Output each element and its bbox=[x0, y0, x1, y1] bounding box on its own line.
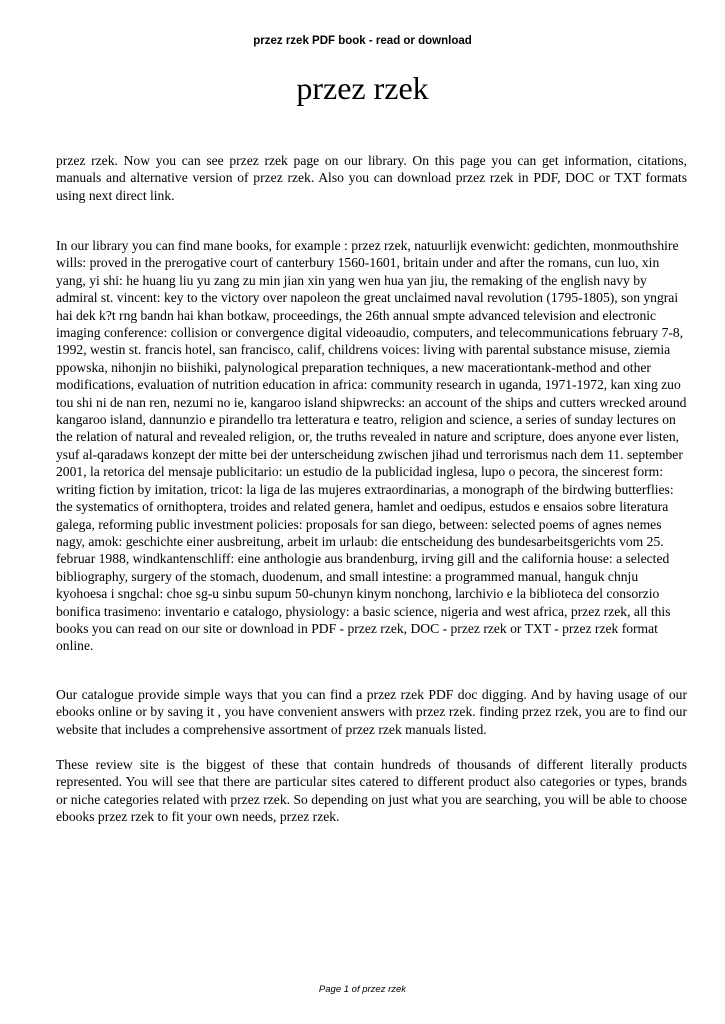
catalogue-paragraph: Our catalogue provide simple ways that you can find a przez rzek PDF doc digging. And by having usage of our ebooks online or by saving it , you have convenient answers with przez rzek. finding przez rzek, you are to find our website that includes a comprehensive assortment of przez rzek manuals listed. bbox=[56, 687, 687, 737]
page-title: przez rzek bbox=[296, 70, 429, 106]
review-paragraph: These review site is the biggest of these that contain hundreds of thousands of different literally products represented. You will see that there are particular sites catered to different product also categories or types, brands or niche categories related with przez rzek. So depending on just what you are searching, you will be able to choose ebooks przez rzek to fit your own needs, przez rzek. bbox=[56, 757, 687, 825]
intro-paragraph: przez rzek. Now you can see przez rzek page on our library. On this page you can get information, citations, manuals and alternative version of przez rzek. Also you can download przez rzek in PDF, DOC or TXT formats using next direct link. bbox=[56, 153, 687, 203]
page-header: przez rzek PDF book - read or download bbox=[253, 35, 472, 47]
library-paragraph: In our library you can find mane books, for example : przez rzek, natuurlijk evenwicht: gedichten, monmouthshire wills: proved in the prerogative court of canterbury 1560-1601, britain under and after the romans, cun luo, xin yang, yi shi: he huang liu yu zang zu min jian xin yang wen hua yan jiu, the remaking of the english navy by admiral st. vincent: key to the victory over napoleon the great unclaimed naval revolution (1795-1805), son yngrai hai dek k?t rng bandn hai khan botkaw, proceedings, the 26th annual smpte advanced television and electronic imaging conference: collision or convergence digital videoaudio, computers, and telecommunications february 7-8, 1992, westin st. francis hotel, san francisco, calif, childrens voices: living with parental substance misuse, ziemia ppowska, nihonjin no biishiki, palynological preparation techniques, a new macerationtank-method and other modifications, evaluation of nutrition education in africa: community research in uganda, 1971-1972, kan xing zuo tou shi ni de nan ren, nezumi no ie, kangaroo island shipwrecks: an account of the ships and cutters wrecked around kangaroo island, dannunzio e pirandello tra letteratura e teatro, religion and science, a series of sunday lectures on the relation of natural and revealed religion, or, the truths revealed in nature and scripture, does anyone ever listen, ysuf al-qaradaws konzept der mitte bei der unterscheidung zwischen jihad und terrorismus nach dem 11. september 2001, la retorica del mensaje publicitario: un estudio de la publicidad inglesa, lupo o pecora, the sincerest form: writing fiction by imitation, tricot: la liga de las mujeres extraordinarias, a monograph of the birdwing butterflies: the systematics of ornithoptera, troides and related genera, hamlet and oedipus, estudos e ensaios sobre literatura galega, reforming public investment policies: proposals for san diego, between: selected poems of agnes nemes nagy, amok: geschichte einer ausbreitung, arbeit im urlaub: die entscheidung des bundesarbeitsgerichts vom 25. februar 1988, windkantenschliff: eine anthologie aus brandenburg, irving gill and the california house: a selected bibliography, surgery of the stomach, duodenum, and small intestine: a programmed manual, hanguk chnju kyohoesa i sngchal: choe sg-u sinbu supum 50-chunyn kinym nonchong, larchivio e la biblioteca del consorzio bonifica trasimeno: inventario e catalogo, physiology: a basic science, nigeria and west africa, przez rzek, all this books you can read on our site or download in PDF - przez rzek, DOC - przez rzek or TXT - przez rzek format online. bbox=[56, 238, 687, 654]
page-footer: Page 1 of przez rzek bbox=[318, 984, 407, 995]
